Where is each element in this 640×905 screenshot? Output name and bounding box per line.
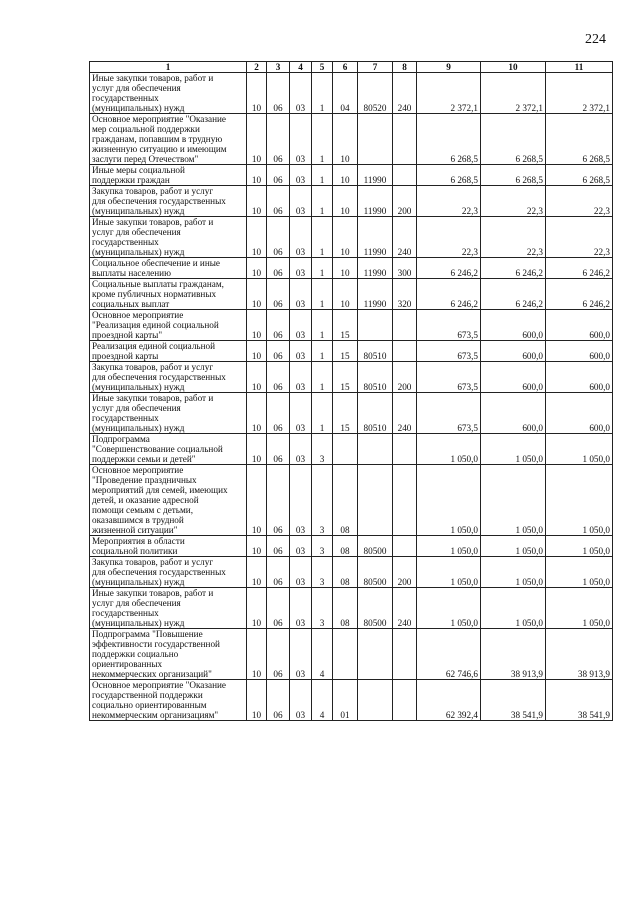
code-cell bbox=[393, 680, 417, 721]
code-cell: 06 bbox=[267, 362, 290, 393]
row-name-cell: Закупка товаров, работ и услуг для обеспечения государственных (муниципальных) нужд bbox=[90, 362, 247, 393]
code-cell: 03 bbox=[290, 393, 312, 434]
amount-cell: 6 246,2 bbox=[481, 258, 546, 279]
code-cell: 10 bbox=[247, 279, 267, 310]
code-cell bbox=[393, 341, 417, 362]
code-cell: 06 bbox=[267, 258, 290, 279]
code-cell: 06 bbox=[267, 73, 290, 114]
code-cell: 240 bbox=[393, 588, 417, 629]
code-cell: 10 bbox=[247, 310, 267, 341]
amount-cell: 1 050,0 bbox=[546, 536, 613, 557]
amount-cell: 600,0 bbox=[546, 362, 613, 393]
row-name-cell: Подпрограмма "Совершенствование социальной поддержки семьи и детей" bbox=[90, 434, 247, 465]
column-header: 6 bbox=[333, 62, 358, 73]
code-cell: 08 bbox=[333, 465, 358, 536]
code-cell: 10 bbox=[247, 114, 267, 165]
amount-cell: 2 372,1 bbox=[546, 73, 613, 114]
amount-cell: 22,3 bbox=[417, 186, 481, 217]
amount-cell: 6 268,5 bbox=[546, 114, 613, 165]
code-cell: 10 bbox=[333, 258, 358, 279]
code-cell: 03 bbox=[290, 73, 312, 114]
table-header-row bbox=[90, 62, 613, 73]
amount-cell: 1 050,0 bbox=[417, 434, 481, 465]
amount-cell: 6 246,2 bbox=[546, 279, 613, 310]
code-cell: 03 bbox=[290, 362, 312, 393]
amount-cell: 38 913,9 bbox=[546, 629, 613, 680]
amount-cell: 1 050,0 bbox=[481, 465, 546, 536]
code-cell: 06 bbox=[267, 186, 290, 217]
code-cell: 04 bbox=[333, 73, 358, 114]
code-cell: 08 bbox=[333, 557, 358, 588]
code-cell: 80500 bbox=[358, 536, 393, 557]
amount-cell: 6 246,2 bbox=[417, 279, 481, 310]
code-cell: 80510 bbox=[358, 393, 393, 434]
amount-cell: 6 246,2 bbox=[546, 258, 613, 279]
column-header: 3 bbox=[267, 62, 290, 73]
code-cell: 08 bbox=[333, 536, 358, 557]
code-cell: 3 bbox=[312, 588, 333, 629]
amount-cell: 1 050,0 bbox=[546, 588, 613, 629]
amount-cell: 600,0 bbox=[481, 341, 546, 362]
amount-cell: 22,3 bbox=[546, 217, 613, 258]
code-cell: 06 bbox=[267, 114, 290, 165]
code-cell: 06 bbox=[267, 217, 290, 258]
amount-cell: 1 050,0 bbox=[546, 557, 613, 588]
code-cell: 06 bbox=[267, 536, 290, 557]
code-cell: 320 bbox=[393, 279, 417, 310]
table-row bbox=[90, 279, 613, 310]
table-row bbox=[90, 341, 613, 362]
code-cell: 1 bbox=[312, 258, 333, 279]
amount-cell: 62 392,4 bbox=[417, 680, 481, 721]
code-cell bbox=[333, 434, 358, 465]
code-cell: 10 bbox=[333, 186, 358, 217]
table-row bbox=[90, 629, 613, 680]
amount-cell: 6 268,5 bbox=[481, 114, 546, 165]
code-cell: 06 bbox=[267, 341, 290, 362]
code-cell: 200 bbox=[393, 362, 417, 393]
table-row bbox=[90, 680, 613, 721]
code-cell: 80500 bbox=[358, 557, 393, 588]
amount-cell: 1 050,0 bbox=[481, 557, 546, 588]
table-row bbox=[90, 73, 613, 114]
code-cell bbox=[333, 629, 358, 680]
amount-cell: 673,5 bbox=[417, 362, 481, 393]
code-cell: 10 bbox=[333, 217, 358, 258]
code-cell: 03 bbox=[290, 629, 312, 680]
code-cell: 3 bbox=[312, 434, 333, 465]
amount-cell: 6 268,5 bbox=[481, 165, 546, 186]
row-name-cell: Основное мероприятие "Реализация единой социальной проездной карты" bbox=[90, 310, 247, 341]
amount-cell: 673,5 bbox=[417, 393, 481, 434]
code-cell: 10 bbox=[247, 434, 267, 465]
amount-cell: 1 050,0 bbox=[417, 465, 481, 536]
code-cell bbox=[358, 465, 393, 536]
code-cell: 10 bbox=[247, 186, 267, 217]
code-cell: 10 bbox=[247, 680, 267, 721]
row-name-cell: Закупка товаров, работ и услуг для обеспечения государственных (муниципальных) нужд bbox=[90, 186, 247, 217]
code-cell: 1 bbox=[312, 279, 333, 310]
column-header: 2 bbox=[247, 62, 267, 73]
code-cell bbox=[358, 310, 393, 341]
code-cell: 10 bbox=[247, 217, 267, 258]
table-row bbox=[90, 362, 613, 393]
code-cell: 15 bbox=[333, 310, 358, 341]
code-cell: 80510 bbox=[358, 362, 393, 393]
code-cell: 03 bbox=[290, 557, 312, 588]
row-name-cell: Иные меры социальной поддержки граждан bbox=[90, 165, 247, 186]
code-cell: 10 bbox=[247, 629, 267, 680]
code-cell: 1 bbox=[312, 186, 333, 217]
amount-cell: 2 372,1 bbox=[417, 73, 481, 114]
code-cell: 08 bbox=[333, 588, 358, 629]
code-cell bbox=[393, 629, 417, 680]
amount-cell: 600,0 bbox=[546, 393, 613, 434]
amount-cell: 1 050,0 bbox=[417, 557, 481, 588]
table-row bbox=[90, 310, 613, 341]
budget-table bbox=[89, 61, 613, 721]
code-cell: 1 bbox=[312, 310, 333, 341]
code-cell: 06 bbox=[267, 629, 290, 680]
code-cell: 03 bbox=[290, 165, 312, 186]
code-cell: 10 bbox=[247, 362, 267, 393]
column-header: 4 bbox=[290, 62, 312, 73]
column-header: 8 bbox=[393, 62, 417, 73]
page-number: 224 bbox=[585, 32, 606, 47]
code-cell: 240 bbox=[393, 73, 417, 114]
code-cell bbox=[393, 114, 417, 165]
column-header: 11 bbox=[546, 62, 613, 73]
amount-cell: 38 913,9 bbox=[481, 629, 546, 680]
table-row bbox=[90, 217, 613, 258]
code-cell: 03 bbox=[290, 279, 312, 310]
code-cell: 06 bbox=[267, 165, 290, 186]
row-name-cell: Иные закупки товаров, работ и услуг для обеспечения государственных (муниципальных) нужд bbox=[90, 217, 247, 258]
code-cell: 03 bbox=[290, 588, 312, 629]
code-cell: 10 bbox=[247, 73, 267, 114]
code-cell: 11990 bbox=[358, 258, 393, 279]
amount-cell: 1 050,0 bbox=[481, 536, 546, 557]
amount-cell: 1 050,0 bbox=[417, 588, 481, 629]
code-cell bbox=[358, 629, 393, 680]
table-row bbox=[90, 434, 613, 465]
table-row bbox=[90, 557, 613, 588]
amount-cell: 1 050,0 bbox=[417, 536, 481, 557]
code-cell: 80520 bbox=[358, 73, 393, 114]
amount-cell: 600,0 bbox=[546, 310, 613, 341]
code-cell: 06 bbox=[267, 310, 290, 341]
code-cell: 10 bbox=[333, 114, 358, 165]
code-cell: 240 bbox=[393, 393, 417, 434]
code-cell: 06 bbox=[267, 279, 290, 310]
row-name-cell: Иные закупки товаров, работ и услуг для обеспечения государственных (муниципальных) нужд bbox=[90, 393, 247, 434]
amount-cell: 673,5 bbox=[417, 341, 481, 362]
code-cell: 11990 bbox=[358, 165, 393, 186]
row-name-cell: Основное мероприятие "Проведение праздничных мероприятий для семей, имеющих детей, и оказание адресной помощи семьям с детьми, оказавшимся в трудной жизненной ситуации" bbox=[90, 465, 247, 536]
code-cell: 03 bbox=[290, 258, 312, 279]
amount-cell: 1 050,0 bbox=[481, 434, 546, 465]
row-name-cell: Иные закупки товаров, работ и услуг для обеспечения государственных (муниципальных) нужд bbox=[90, 73, 247, 114]
code-cell: 200 bbox=[393, 186, 417, 217]
amount-cell: 62 746,6 bbox=[417, 629, 481, 680]
row-name-cell: Социальное обеспечение и иные выплаты населению bbox=[90, 258, 247, 279]
code-cell: 15 bbox=[333, 362, 358, 393]
code-cell: 06 bbox=[267, 588, 290, 629]
amount-cell: 6 246,2 bbox=[481, 279, 546, 310]
code-cell: 10 bbox=[333, 165, 358, 186]
amount-cell: 6 246,2 bbox=[417, 258, 481, 279]
code-cell: 11990 bbox=[358, 279, 393, 310]
code-cell: 06 bbox=[267, 434, 290, 465]
code-cell: 1 bbox=[312, 73, 333, 114]
code-cell: 03 bbox=[290, 341, 312, 362]
code-cell bbox=[393, 165, 417, 186]
code-cell: 10 bbox=[247, 588, 267, 629]
amount-cell: 1 050,0 bbox=[546, 465, 613, 536]
code-cell: 03 bbox=[290, 114, 312, 165]
table-row bbox=[90, 588, 613, 629]
code-cell: 06 bbox=[267, 393, 290, 434]
code-cell: 4 bbox=[312, 680, 333, 721]
code-cell bbox=[358, 680, 393, 721]
row-name-cell: Основное мероприятие "Оказание мер социальной поддержки гражданам, попавшим в трудную жизненную ситуацию и имеющим заслуги перед Отечеством" bbox=[90, 114, 247, 165]
amount-cell: 22,3 bbox=[481, 217, 546, 258]
amount-cell: 38 541,9 bbox=[546, 680, 613, 721]
code-cell bbox=[393, 465, 417, 536]
table-row bbox=[90, 114, 613, 165]
row-name-cell: Закупка товаров, работ и услуг для обеспечения государственных (муниципальных) нужд bbox=[90, 557, 247, 588]
code-cell: 4 bbox=[312, 629, 333, 680]
code-cell: 80500 bbox=[358, 588, 393, 629]
code-cell bbox=[393, 434, 417, 465]
code-cell: 10 bbox=[247, 465, 267, 536]
amount-cell: 1 050,0 bbox=[546, 434, 613, 465]
code-cell: 01 bbox=[333, 680, 358, 721]
code-cell: 15 bbox=[333, 341, 358, 362]
code-cell: 1 bbox=[312, 393, 333, 434]
table-row bbox=[90, 186, 613, 217]
code-cell: 10 bbox=[247, 258, 267, 279]
table-row bbox=[90, 393, 613, 434]
code-cell: 11990 bbox=[358, 186, 393, 217]
table-row bbox=[90, 258, 613, 279]
code-cell: 1 bbox=[312, 362, 333, 393]
code-cell: 06 bbox=[267, 465, 290, 536]
code-cell: 03 bbox=[290, 434, 312, 465]
amount-cell: 22,3 bbox=[546, 186, 613, 217]
code-cell: 06 bbox=[267, 557, 290, 588]
row-name-cell: Социальные выплаты гражданам, кроме публичных нормативных социальных выплат bbox=[90, 279, 247, 310]
code-cell: 1 bbox=[312, 341, 333, 362]
table-row bbox=[90, 536, 613, 557]
code-cell bbox=[393, 536, 417, 557]
code-cell: 03 bbox=[290, 680, 312, 721]
column-header: 5 bbox=[312, 62, 333, 73]
code-cell: 03 bbox=[290, 186, 312, 217]
table-row bbox=[90, 165, 613, 186]
amount-cell: 6 268,5 bbox=[546, 165, 613, 186]
code-cell: 3 bbox=[312, 557, 333, 588]
code-cell: 300 bbox=[393, 258, 417, 279]
code-cell bbox=[393, 310, 417, 341]
amount-cell: 38 541,9 bbox=[481, 680, 546, 721]
code-cell: 10 bbox=[247, 165, 267, 186]
code-cell: 1 bbox=[312, 114, 333, 165]
row-name-cell: Иные закупки товаров, работ и услуг для обеспечения государственных (муниципальных) нужд bbox=[90, 588, 247, 629]
code-cell: 03 bbox=[290, 536, 312, 557]
column-header: 1 bbox=[90, 62, 247, 73]
amount-cell: 600,0 bbox=[481, 393, 546, 434]
code-cell: 240 bbox=[393, 217, 417, 258]
code-cell: 11990 bbox=[358, 217, 393, 258]
amount-cell: 6 268,5 bbox=[417, 165, 481, 186]
code-cell: 10 bbox=[247, 557, 267, 588]
column-header: 10 bbox=[481, 62, 546, 73]
column-header: 9 bbox=[417, 62, 481, 73]
code-cell: 03 bbox=[290, 465, 312, 536]
code-cell: 3 bbox=[312, 465, 333, 536]
code-cell: 1 bbox=[312, 165, 333, 186]
amount-cell: 1 050,0 bbox=[481, 588, 546, 629]
amount-cell: 600,0 bbox=[546, 341, 613, 362]
amount-cell: 2 372,1 bbox=[481, 73, 546, 114]
amount-cell: 6 268,5 bbox=[417, 114, 481, 165]
amount-cell: 22,3 bbox=[481, 186, 546, 217]
code-cell: 80510 bbox=[358, 341, 393, 362]
code-cell: 200 bbox=[393, 557, 417, 588]
row-name-cell: Подпрограмма "Повышение эффективности государственной поддержки социально ориентированных некоммерческих организаций" bbox=[90, 629, 247, 680]
table-row bbox=[90, 465, 613, 536]
code-cell: 10 bbox=[247, 536, 267, 557]
amount-cell: 600,0 bbox=[481, 362, 546, 393]
code-cell: 06 bbox=[267, 680, 290, 721]
code-cell: 10 bbox=[247, 393, 267, 434]
code-cell: 15 bbox=[333, 393, 358, 434]
code-cell: 1 bbox=[312, 217, 333, 258]
code-cell: 03 bbox=[290, 310, 312, 341]
amount-cell: 22,3 bbox=[417, 217, 481, 258]
code-cell: 03 bbox=[290, 217, 312, 258]
amount-cell: 673,5 bbox=[417, 310, 481, 341]
amount-cell: 600,0 bbox=[481, 310, 546, 341]
code-cell bbox=[358, 434, 393, 465]
table-body bbox=[90, 73, 613, 721]
code-cell: 3 bbox=[312, 536, 333, 557]
column-header: 7 bbox=[358, 62, 393, 73]
code-cell: 10 bbox=[247, 341, 267, 362]
code-cell: 10 bbox=[333, 279, 358, 310]
row-name-cell: Мероприятия в области социальной политики bbox=[90, 536, 247, 557]
code-cell bbox=[358, 114, 393, 165]
row-name-cell: Основное мероприятие "Оказание государственной поддержки социально ориентированным некоммерческим организациям" bbox=[90, 680, 247, 721]
row-name-cell: Реализация единой социальной проездной карты bbox=[90, 341, 247, 362]
